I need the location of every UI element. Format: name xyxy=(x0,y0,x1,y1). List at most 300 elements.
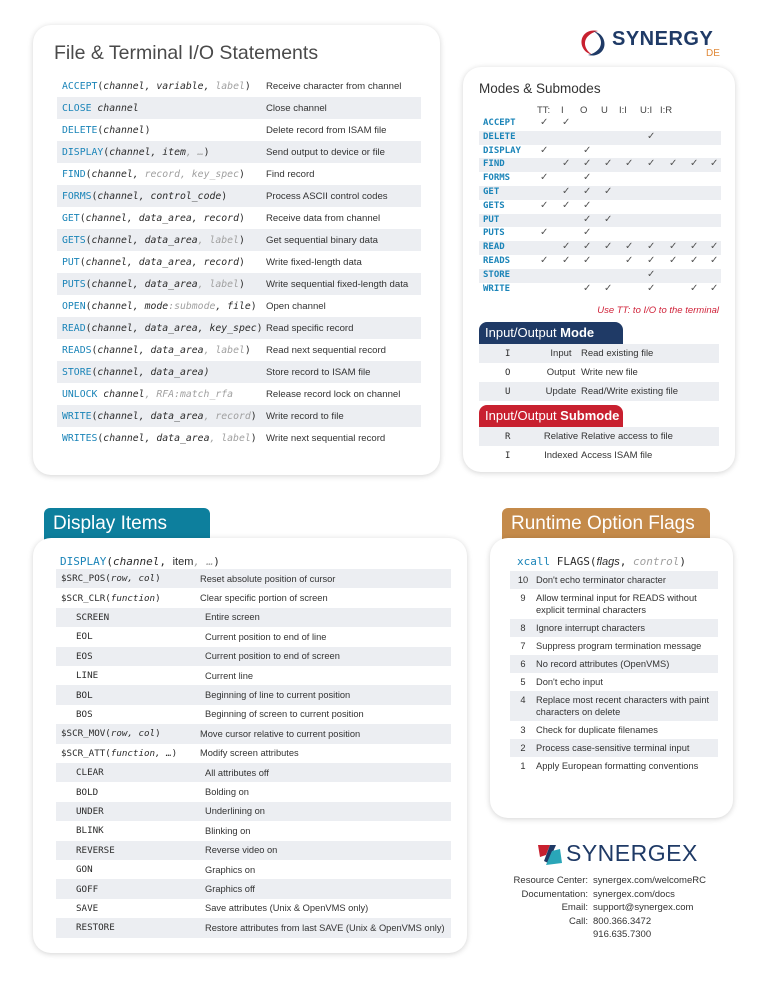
sig-open: ( xyxy=(106,555,113,568)
display-item-description: Save attributes (Unix & OpenVMS only) xyxy=(205,903,369,914)
mode-row xyxy=(479,158,721,172)
syntax-part: ) xyxy=(250,410,257,422)
contact-row xyxy=(505,875,745,889)
check-icon: ✓ xyxy=(562,241,571,253)
runtime-flags-tab: Runtime Option Flags xyxy=(502,508,710,542)
check-icon: ✓ xyxy=(540,255,549,266)
flag-row xyxy=(510,757,718,775)
check-icon: ✓ xyxy=(669,241,678,253)
statement-syntax xyxy=(62,235,245,246)
display-item-syntax xyxy=(76,651,93,662)
statement-keyword: OPEN xyxy=(62,300,86,312)
io-mode-title-plain: Input/Output xyxy=(485,325,561,340)
syntax-part: BOLD xyxy=(76,786,99,798)
statement-syntax xyxy=(62,389,233,400)
display-item-row xyxy=(56,821,451,840)
contact-value[interactable]: support@synergex.com xyxy=(593,902,694,914)
sig-channel: channel xyxy=(112,555,160,568)
statement-syntax xyxy=(62,433,257,444)
flag-number: 3 xyxy=(520,725,526,735)
check-icon: ✓ xyxy=(625,255,634,266)
synergy-wordmark: SYNERGY xyxy=(612,28,714,50)
syntax-part: row, col xyxy=(110,728,156,740)
syntax-part: ( xyxy=(85,234,92,246)
syntax-part: ) xyxy=(238,168,245,180)
statement-description: Delete record from ISAM file xyxy=(266,124,387,136)
syntax-part: ) xyxy=(144,124,151,136)
statement-keyword: GETS xyxy=(62,234,86,246)
check-icon: ✓ xyxy=(604,213,613,225)
sig-flags: flags xyxy=(596,556,620,568)
flag-description: Don't echo input xyxy=(536,677,603,687)
display-item-description: Underlining on xyxy=(205,806,265,817)
statement-syntax xyxy=(62,147,210,158)
syntax-part: channel, data_area, record xyxy=(85,256,239,268)
syntax-part: BOL xyxy=(76,689,93,701)
syntax-part: GON xyxy=(76,864,93,876)
syntax-part: RESTORE xyxy=(76,922,115,934)
display-item-row xyxy=(56,705,451,724)
flag-description: Apply European formatting conventions xyxy=(536,761,699,771)
check-icon: ✓ xyxy=(710,158,719,170)
check-icon: ✓ xyxy=(669,158,678,170)
syntax-part: ) xyxy=(238,278,245,290)
contact-value[interactable]: synergex.com/welcomeRC xyxy=(593,875,706,886)
syntax-part: channel, data_area) xyxy=(97,366,210,378)
syntax-part: EOL xyxy=(76,631,93,643)
statement-description: Write record to file xyxy=(266,410,344,422)
mode-row xyxy=(479,200,721,214)
statement-syntax xyxy=(62,279,245,290)
contact-value: 800.366.3472 xyxy=(593,915,652,927)
display-item-description: Beginning of line to current position xyxy=(205,690,351,701)
syntax-part: , label xyxy=(197,278,239,290)
check-icon: ✓ xyxy=(562,186,571,197)
mode-statement: READS xyxy=(483,256,511,266)
syntax-part: channel, data_area xyxy=(97,410,204,422)
flag-row xyxy=(510,619,718,637)
contact-row xyxy=(505,902,745,916)
display-items-tab: Display Items xyxy=(44,508,210,542)
syntax-part: channel, item xyxy=(109,146,186,158)
syntax-part: ) xyxy=(203,146,210,158)
mode-description: Read/Write existing file xyxy=(581,386,678,397)
check-icon: ✓ xyxy=(583,144,592,156)
check-icon: ✓ xyxy=(647,282,656,294)
file-terminal-io-panel xyxy=(33,25,440,475)
sig-keyword: DISPLAY xyxy=(60,555,107,568)
display-item-syntax xyxy=(61,593,161,604)
display-item-syntax xyxy=(76,612,109,623)
mode-column-header: U xyxy=(601,105,608,116)
syntax-part: ( xyxy=(79,212,86,224)
statement-description: Open channel xyxy=(266,300,326,312)
display-item-description: Modify screen attributes xyxy=(200,748,299,759)
mode-statement: FORMS xyxy=(483,173,511,184)
statement-syntax xyxy=(62,411,257,422)
mode-letter: I xyxy=(505,450,511,461)
syntax-part: ) xyxy=(256,322,263,334)
mode-statement: STORE xyxy=(483,269,511,280)
mode-letter: R xyxy=(505,431,511,442)
flag-number: 10 xyxy=(517,575,529,585)
mode-description: Access ISAM file xyxy=(581,450,653,461)
statement-syntax xyxy=(62,213,245,224)
check-icon: ✓ xyxy=(604,186,613,197)
display-item-syntax xyxy=(76,825,104,836)
display-item-row xyxy=(56,588,451,607)
check-icon: ✓ xyxy=(583,186,592,197)
syntax-part: , RFA: xyxy=(144,388,180,400)
flag-row xyxy=(510,655,718,673)
display-signature xyxy=(60,555,220,568)
mode-letter: O xyxy=(505,367,511,378)
mode-definition-row xyxy=(479,382,719,401)
mode-column-header: I:I xyxy=(619,105,627,116)
display-item-row xyxy=(56,802,451,821)
check-icon: ✓ xyxy=(583,255,592,266)
syntax-part: ) xyxy=(171,747,178,759)
synergex-logo xyxy=(536,840,706,870)
modes-submodes-panel xyxy=(463,67,735,472)
statement-keyword: PUT xyxy=(62,256,80,268)
contact-info xyxy=(505,875,745,943)
mode-word: Indexed xyxy=(544,450,578,461)
check-icon: ✓ xyxy=(562,199,571,211)
flag-number: 4 xyxy=(520,695,526,705)
mode-statement: ACCEPT xyxy=(483,118,516,128)
display-items-panel xyxy=(33,538,467,953)
mode-statement: DELETE xyxy=(483,131,516,142)
sig-close: ) xyxy=(213,555,220,568)
display-item-row xyxy=(56,569,451,588)
io-submode-title-plain: Input/Output xyxy=(485,408,561,423)
statement-description: Read specific record xyxy=(266,322,354,334)
contact-row xyxy=(505,889,745,903)
flag-number: 6 xyxy=(520,659,526,669)
mode-row xyxy=(479,227,721,241)
display-item-row xyxy=(56,647,451,666)
statement-description: Read next sequential record xyxy=(266,344,386,356)
check-icon: ✓ xyxy=(604,282,613,294)
mode-word: Input xyxy=(550,348,572,359)
check-icon: ✓ xyxy=(710,282,719,294)
mode-row xyxy=(479,145,721,159)
mode-word: Output xyxy=(546,367,576,378)
flag-row xyxy=(510,673,718,691)
syntax-part: ) xyxy=(238,256,245,268)
syntax-part: record, key_spec xyxy=(144,168,239,180)
mode-statement: DISPLAY xyxy=(483,145,521,156)
flag-description: Check for duplicate filenames xyxy=(536,725,658,735)
flag-number: 7 xyxy=(520,641,526,651)
contact-label: Resource Center: xyxy=(513,875,588,886)
mode-row xyxy=(479,255,721,269)
display-item-row xyxy=(56,782,451,801)
check-icon: ✓ xyxy=(540,144,549,156)
syntax-part: REVERSE xyxy=(76,844,115,856)
statement-syntax xyxy=(62,301,257,312)
statement-row xyxy=(57,251,421,273)
statement-description: Send output to device or file xyxy=(266,146,385,158)
check-icon: ✓ xyxy=(583,227,592,239)
statement-keyword: UNLOCK xyxy=(62,388,98,400)
mode-description: Write new file xyxy=(581,367,638,378)
display-item-row xyxy=(56,860,451,879)
syntax-part: $SCR_ATT( xyxy=(61,747,111,759)
syntax-part: , label xyxy=(197,234,239,246)
syntax-part: SAVE xyxy=(76,902,99,914)
statement-row xyxy=(57,75,421,97)
check-icon: ✓ xyxy=(540,227,549,239)
statement-row xyxy=(57,229,421,251)
mode-column-header: O xyxy=(580,105,588,116)
io-submode-title-bold: Submode xyxy=(560,408,620,423)
syntax-part: channel, data_area, record xyxy=(85,212,239,224)
display-item-description: Graphics off xyxy=(205,884,255,895)
de-wordmark: DE xyxy=(706,48,720,59)
flag-number: 5 xyxy=(520,677,526,687)
statement-row xyxy=(57,141,421,163)
statement-keyword: GET xyxy=(62,212,80,224)
flag-number: 8 xyxy=(520,623,526,633)
display-item-row xyxy=(56,744,451,763)
statement-row xyxy=(57,383,421,405)
syntax-part: row, col xyxy=(110,573,156,585)
statement-row xyxy=(57,119,421,141)
check-icon: ✓ xyxy=(710,241,719,253)
check-icon: ✓ xyxy=(562,255,571,266)
syntax-part: ( xyxy=(97,124,104,136)
syntax-part: BOS xyxy=(76,708,93,720)
display-item-description: Move cursor relative to current position xyxy=(200,728,361,739)
statement-syntax xyxy=(62,257,245,268)
statement-syntax xyxy=(62,367,209,378)
display-item-syntax xyxy=(76,767,104,778)
mode-row xyxy=(479,241,721,255)
statement-syntax xyxy=(62,81,251,92)
sig-item: item xyxy=(172,556,194,568)
contact-row xyxy=(505,929,745,943)
contact-label: Call: xyxy=(568,915,588,927)
check-icon: ✓ xyxy=(604,158,613,170)
display-item-row xyxy=(56,841,451,860)
statement-keyword: FIND xyxy=(62,168,86,180)
display-item-syntax xyxy=(76,903,98,914)
statement-description: Store record to ISAM file xyxy=(266,366,371,378)
display-item-description: Beginning of screen to current position xyxy=(205,709,364,720)
contact-value[interactable]: synergex.com/docs xyxy=(593,888,675,900)
statement-row xyxy=(57,295,421,317)
statement-syntax xyxy=(62,125,151,136)
syntax-part: channel, data_area xyxy=(97,344,204,356)
display-item-description: All attributes off xyxy=(205,767,269,778)
mode-row xyxy=(479,283,721,297)
display-item-syntax xyxy=(61,728,161,739)
mode-definition-row xyxy=(479,363,719,382)
check-icon: ✓ xyxy=(625,241,634,253)
check-icon: ✓ xyxy=(583,213,592,225)
display-item-syntax xyxy=(61,748,177,759)
mode-definition-row xyxy=(479,446,719,465)
display-item-description: Current line xyxy=(205,670,254,681)
display-item-description: Current position to end of screen xyxy=(205,651,340,662)
flag-description: Replace most recent characters with paint characters on delete xyxy=(536,695,710,717)
check-icon: ✓ xyxy=(583,199,592,211)
syntax-part: UNDER xyxy=(76,805,104,817)
syntax-part: ( xyxy=(97,80,104,92)
display-item-description: Reset absolute position of cursor xyxy=(200,573,336,584)
statement-description: Receive character from channel xyxy=(266,80,402,92)
terminal-note: Use TT: to I/O to the terminal xyxy=(597,305,719,316)
check-icon: ✓ xyxy=(540,199,549,211)
check-icon: ✓ xyxy=(647,130,656,142)
io-mode-title-bold: Mode xyxy=(560,325,595,340)
syntax-part: ( xyxy=(85,322,92,334)
flag-row xyxy=(510,739,718,757)
statement-keyword: FORMS xyxy=(62,190,92,202)
check-icon: ✓ xyxy=(540,172,549,184)
io-mode-header xyxy=(479,322,623,344)
statement-row xyxy=(57,405,421,427)
sig-function: FLAGS( xyxy=(550,555,597,568)
statement-keyword: WRITES xyxy=(62,432,98,444)
mode-letter: U xyxy=(505,386,511,397)
syntax-part: ( xyxy=(91,190,98,202)
flags-signature xyxy=(517,555,686,568)
check-icon: ✓ xyxy=(583,241,592,253)
flag-row xyxy=(510,691,718,721)
syntax-part: LINE xyxy=(76,670,99,682)
check-icon: ✓ xyxy=(690,282,699,294)
flag-number: 1 xyxy=(520,761,526,771)
check-icon: ✓ xyxy=(562,117,571,128)
sig-sep: , xyxy=(619,555,633,568)
statement-row xyxy=(57,427,421,449)
mode-statement: GET xyxy=(483,187,500,197)
contact-value: 916.635.7300 xyxy=(593,929,652,941)
sig-keyword: xcall xyxy=(517,555,551,568)
mode-row xyxy=(479,117,721,131)
display-item-row xyxy=(56,608,451,627)
statement-keyword: WRITE xyxy=(62,410,92,422)
statement-row xyxy=(57,97,421,119)
syntax-part: ( xyxy=(85,168,92,180)
syntax-part: channel, variable, xyxy=(103,80,216,92)
display-item-syntax xyxy=(76,884,98,895)
mode-definition-row xyxy=(479,427,719,446)
check-icon: ✓ xyxy=(690,255,699,266)
check-icon: ✓ xyxy=(690,158,699,170)
display-item-description: Current position to end of line xyxy=(205,631,327,642)
panel-title: Modes & Submodes xyxy=(479,81,601,96)
contact-label xyxy=(505,929,593,943)
syntax-part: channel xyxy=(91,102,139,114)
display-item-syntax xyxy=(76,864,93,875)
check-icon: ✓ xyxy=(562,158,571,170)
flag-description: Allow terminal input for READS without explicit terminal characters xyxy=(536,593,697,615)
statement-syntax xyxy=(62,323,263,334)
statement-description: Get sequential binary data xyxy=(266,234,379,246)
syntax-part: ) xyxy=(244,80,251,92)
statement-description: Close channel xyxy=(266,102,327,114)
display-item-row xyxy=(56,724,451,743)
syntax-part: $SRC_POS( xyxy=(61,573,111,585)
check-icon: ✓ xyxy=(647,241,656,253)
statement-keyword: STORE xyxy=(62,366,92,378)
statement-description: Write sequential fixed-length data xyxy=(266,278,409,290)
synergex-wordmark: SYNERGEX xyxy=(566,840,698,866)
statement-syntax xyxy=(62,345,251,356)
statement-row xyxy=(57,163,421,185)
syntax-part: ) xyxy=(238,212,245,224)
mode-statement: WRITE xyxy=(483,283,511,294)
mode-statement: GETS xyxy=(483,200,505,211)
syntax-part: ( xyxy=(85,278,92,290)
syntax-part: ( xyxy=(85,300,92,312)
display-item-syntax xyxy=(76,690,93,701)
syntax-part: ( xyxy=(91,410,98,422)
statement-description: Receive data from channel xyxy=(266,212,381,224)
syntax-part: $SCR_MOV( xyxy=(61,728,111,740)
mode-statement: READ xyxy=(483,242,505,253)
flag-row xyxy=(510,571,718,589)
flag-number: 9 xyxy=(520,593,526,603)
mode-row xyxy=(479,172,721,186)
display-item-row xyxy=(56,899,451,918)
statement-row xyxy=(57,317,421,339)
mode-row xyxy=(479,131,721,145)
display-item-row xyxy=(56,666,451,685)
syntax-part: channel, data_area xyxy=(91,234,198,246)
flag-description: Don't echo terminator character xyxy=(536,575,666,585)
syntax-part: ) xyxy=(250,432,257,444)
mode-row xyxy=(479,214,721,228)
runtime-flags-panel xyxy=(490,538,733,818)
display-item-description: Graphics on xyxy=(205,864,256,875)
display-item-syntax xyxy=(76,709,93,720)
display-item-row xyxy=(56,763,451,782)
check-icon: ✓ xyxy=(583,158,592,170)
syntax-part: channel, control_code xyxy=(97,190,222,202)
syntax-part: ) xyxy=(250,300,257,312)
statement-row xyxy=(57,273,421,295)
statement-description: Release record lock on channel xyxy=(266,388,401,400)
statement-syntax xyxy=(62,103,139,114)
synergy-swirl-icon xyxy=(576,26,610,60)
synergy-de-logo xyxy=(576,26,726,60)
syntax-part: ) xyxy=(155,573,161,585)
mode-row xyxy=(479,186,721,200)
syntax-part: SCREEN xyxy=(76,611,110,623)
flag-row xyxy=(510,589,718,619)
display-item-row xyxy=(56,685,451,704)
statement-keyword: DELETE xyxy=(62,124,98,136)
syntax-part: channel xyxy=(103,124,145,136)
mode-row xyxy=(479,269,721,283)
mode-letter: I xyxy=(505,348,511,359)
syntax-part: , record xyxy=(203,410,251,422)
mode-word: Update xyxy=(545,386,577,397)
statement-syntax xyxy=(62,191,227,202)
syntax-part: ( xyxy=(91,366,98,378)
syntax-part: channel xyxy=(97,388,145,400)
mode-statement: PUTS xyxy=(483,228,505,239)
syntax-part: channel, mode xyxy=(91,300,169,312)
syntax-part: $SCR_CLR( xyxy=(61,592,111,604)
syntax-part: EOS xyxy=(76,650,93,662)
mode-description: Relative access to file xyxy=(581,431,673,442)
